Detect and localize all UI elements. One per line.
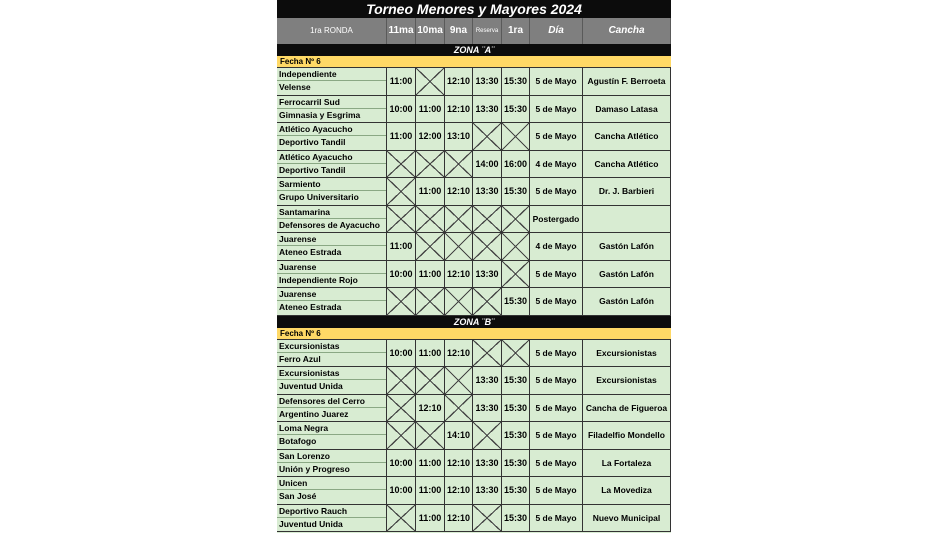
away-team: Deportivo Tandil — [279, 137, 346, 148]
teams-cell — [277, 450, 387, 478]
column-header-row — [277, 18, 671, 44]
no-match-cross — [502, 261, 530, 289]
home-team: Defensores del Cerro — [277, 395, 386, 408]
no-match-cross — [387, 178, 416, 206]
teams-cell — [277, 477, 387, 505]
match-row — [277, 505, 671, 533]
match-field: Cancha Atlético — [583, 151, 671, 179]
teams-cell — [277, 367, 387, 395]
match-field: Damaso Latasa — [583, 96, 671, 124]
match-field: Nuevo Municipal — [583, 505, 671, 533]
match-field: Filadelfio Mondello — [583, 422, 671, 450]
no-match-cross — [445, 206, 473, 234]
match-time: 10:00 — [387, 340, 416, 368]
match-time: 13:30 — [473, 395, 502, 423]
match-row — [277, 450, 671, 478]
teams-cell — [277, 178, 387, 206]
match-day: 5 de Mayo — [530, 68, 583, 96]
no-match-cross — [416, 151, 445, 179]
match-time: 15:30 — [502, 68, 530, 96]
home-team: Excursionistas — [277, 340, 386, 353]
match-time: 11:00 — [416, 96, 445, 124]
away-team: San José — [279, 491, 317, 502]
home-team: Atlético Ayacucho — [277, 123, 386, 136]
match-time: 11:00 — [416, 477, 445, 505]
teams-cell — [277, 340, 387, 368]
no-match-cross — [445, 367, 473, 395]
match-time: 14:10 — [445, 422, 473, 450]
away-team: Deportivo Tandil — [279, 164, 346, 175]
match-row — [277, 233, 671, 261]
field-header: Cancha — [583, 18, 671, 44]
match-time: 15:30 — [502, 178, 530, 206]
teams-cell — [277, 261, 387, 289]
match-day: 5 de Mayo — [530, 178, 583, 206]
match-day: 5 de Mayo — [530, 395, 583, 423]
match-row — [277, 178, 671, 206]
match-row — [277, 123, 671, 151]
match-row — [277, 288, 671, 316]
fecha-label: Fecha Nº 6 — [277, 56, 671, 68]
match-time: 11:00 — [416, 450, 445, 478]
no-match-cross — [416, 233, 445, 261]
away-team: Argentino Juarez — [279, 408, 349, 419]
category-header-9na: 9na — [445, 18, 473, 44]
category-header-1ra: 1ra — [502, 18, 530, 44]
match-field: Excursionistas — [583, 367, 671, 395]
match-day: 5 de Mayo — [530, 261, 583, 289]
match-row — [277, 151, 671, 179]
match-row — [277, 367, 671, 395]
match-time: 14:00 — [473, 151, 502, 179]
match-time: 10:00 — [387, 261, 416, 289]
teams-cell — [277, 233, 387, 261]
match-time: 10:00 — [387, 450, 416, 478]
match-time: 13:10 — [445, 123, 473, 151]
match-time: 16:00 — [502, 151, 530, 179]
match-day: 5 de Mayo — [530, 450, 583, 478]
no-match-cross — [387, 151, 416, 179]
no-match-cross — [473, 123, 502, 151]
away-team: Ferro Azul — [279, 353, 321, 364]
home-team: Ferrocarril Sud — [277, 96, 386, 109]
match-time: 15:30 — [502, 422, 530, 450]
match-time: 15:30 — [502, 505, 530, 533]
no-match-cross — [387, 395, 416, 423]
home-team: Loma Negra — [277, 422, 386, 435]
away-team: Velense — [279, 82, 311, 93]
match-field — [583, 206, 671, 234]
match-time: 12:10 — [445, 96, 473, 124]
away-team: Ateneo Estrada — [279, 247, 342, 258]
no-match-cross — [416, 288, 445, 316]
match-time: 11:00 — [416, 505, 445, 533]
match-time: 12:00 — [416, 123, 445, 151]
teams-cell — [277, 206, 387, 234]
zone-label: ZONA ¨A¨ — [277, 44, 671, 56]
home-team: Excursionistas — [277, 367, 386, 380]
match-time: 11:00 — [416, 340, 445, 368]
home-team: Santamarina — [277, 206, 386, 219]
teams-cell — [277, 96, 387, 124]
match-day: 5 de Mayo — [530, 505, 583, 533]
teams-cell — [277, 505, 387, 533]
no-match-cross — [473, 422, 502, 450]
match-row — [277, 395, 671, 423]
match-row — [277, 261, 671, 289]
match-time: 11:00 — [387, 123, 416, 151]
match-time: 12:10 — [445, 505, 473, 533]
away-team: Gimnasia y Esgrima — [279, 109, 361, 120]
match-time: 12:10 — [416, 395, 445, 423]
no-match-cross — [473, 340, 502, 368]
away-team: Juventud Unida — [279, 518, 343, 529]
match-time: 12:10 — [445, 261, 473, 289]
home-team: Unicen — [277, 477, 386, 490]
home-team: Independiente — [277, 68, 386, 81]
match-time: 15:30 — [502, 96, 530, 124]
match-time: 10:00 — [387, 96, 416, 124]
fecha-label: Fecha Nº 6 — [277, 328, 671, 340]
fixture-sheet — [277, 0, 671, 533]
match-row — [277, 68, 671, 96]
match-time: 13:30 — [473, 367, 502, 395]
no-match-cross — [502, 233, 530, 261]
match-time: 15:30 — [502, 367, 530, 395]
round-header: 1ra RONDA — [277, 18, 387, 44]
match-day: 5 de Mayo — [530, 367, 583, 395]
category-header-10ma: 10ma — [416, 18, 445, 44]
away-team: Botafogo — [279, 436, 317, 447]
match-field: Gastón Lafón — [583, 288, 671, 316]
teams-cell — [277, 123, 387, 151]
away-team: Defensores de Ayacucho — [279, 219, 380, 230]
no-match-cross — [416, 422, 445, 450]
no-match-cross — [416, 367, 445, 395]
teams-cell — [277, 395, 387, 423]
match-time: 13:30 — [473, 450, 502, 478]
match-field: Agustín F. Berroeta — [583, 68, 671, 96]
no-match-cross — [502, 123, 530, 151]
no-match-cross — [387, 422, 416, 450]
no-match-cross — [445, 288, 473, 316]
away-team: Unión y Progreso — [279, 463, 350, 474]
match-row — [277, 477, 671, 505]
match-field: Gastón Lafón — [583, 233, 671, 261]
no-match-cross — [473, 206, 502, 234]
match-day: 4 de Mayo — [530, 151, 583, 179]
away-team: Grupo Universitario — [279, 192, 359, 203]
category-header-11ma: 11ma — [387, 18, 416, 44]
match-time: 13:30 — [473, 68, 502, 96]
match-field: La Movediza — [583, 477, 671, 505]
no-match-cross — [473, 505, 502, 533]
teams-cell — [277, 68, 387, 96]
tournament-title: Torneo Menores y Mayores 2024 — [277, 0, 671, 18]
match-time: 11:00 — [416, 261, 445, 289]
match-time: 12:10 — [445, 340, 473, 368]
match-time: 13:30 — [473, 477, 502, 505]
no-match-cross — [416, 68, 445, 96]
match-time: 11:00 — [416, 178, 445, 206]
no-match-cross — [387, 206, 416, 234]
teams-cell — [277, 422, 387, 450]
match-time: 15:30 — [502, 450, 530, 478]
no-match-cross — [445, 233, 473, 261]
match-row — [277, 340, 671, 368]
match-day: 5 de Mayo — [530, 477, 583, 505]
no-match-cross — [387, 367, 416, 395]
home-team: Sarmiento — [277, 178, 386, 191]
match-day: 5 de Mayo — [530, 340, 583, 368]
no-match-cross — [387, 288, 416, 316]
no-match-cross — [473, 288, 502, 316]
home-team: San Lorenzo — [277, 450, 386, 463]
zone-label: ZONA ¨B¨ — [277, 316, 671, 328]
category-header-reserva: Reserva — [473, 18, 502, 44]
no-match-cross — [445, 395, 473, 423]
match-field: La Fortaleza — [583, 450, 671, 478]
away-team: Juventud Unida — [279, 381, 343, 392]
no-match-cross — [473, 233, 502, 261]
home-team: Deportivo Rauch — [277, 505, 386, 518]
match-field: Cancha Atlético — [583, 123, 671, 151]
no-match-cross — [416, 206, 445, 234]
no-match-cross — [502, 340, 530, 368]
away-team: Independiente Rojo — [279, 274, 358, 285]
no-match-cross — [445, 151, 473, 179]
match-row — [277, 422, 671, 450]
match-field: Dr. J. Barbieri — [583, 178, 671, 206]
match-field: Gastón Lafón — [583, 261, 671, 289]
match-row — [277, 96, 671, 124]
match-time: 15:30 — [502, 477, 530, 505]
home-team: Juarense — [277, 288, 386, 301]
match-field: Cancha de Figueroa — [583, 395, 671, 423]
match-row — [277, 206, 671, 234]
match-time: 11:00 — [387, 68, 416, 96]
home-team: Atlético Ayacucho — [277, 151, 386, 164]
match-day: 5 de Mayo — [530, 123, 583, 151]
match-time: 13:30 — [473, 96, 502, 124]
match-time: 12:10 — [445, 68, 473, 96]
match-time: 12:10 — [445, 178, 473, 206]
no-match-cross — [502, 206, 530, 234]
match-day: 5 de Mayo — [530, 422, 583, 450]
match-time: 11:00 — [387, 233, 416, 261]
no-match-cross — [387, 505, 416, 533]
match-day: 4 de Mayo — [530, 233, 583, 261]
match-time: 13:30 — [473, 178, 502, 206]
match-field: Excursionistas — [583, 340, 671, 368]
match-day: 5 de Mayo — [530, 288, 583, 316]
teams-cell — [277, 288, 387, 316]
match-time: 13:30 — [473, 261, 502, 289]
match-time: 12:10 — [445, 450, 473, 478]
match-time: 12:10 — [445, 477, 473, 505]
teams-cell — [277, 151, 387, 179]
home-team: Juarense — [277, 233, 386, 246]
match-time: 15:30 — [502, 395, 530, 423]
day-header: Día — [530, 18, 583, 44]
match-time: 15:30 — [502, 288, 530, 316]
match-day: 5 de Mayo — [530, 96, 583, 124]
away-team: Ateneo Estrada — [279, 302, 342, 313]
match-day: Postergado — [530, 206, 583, 234]
match-time: 10:00 — [387, 477, 416, 505]
home-team: Juarense — [277, 261, 386, 274]
